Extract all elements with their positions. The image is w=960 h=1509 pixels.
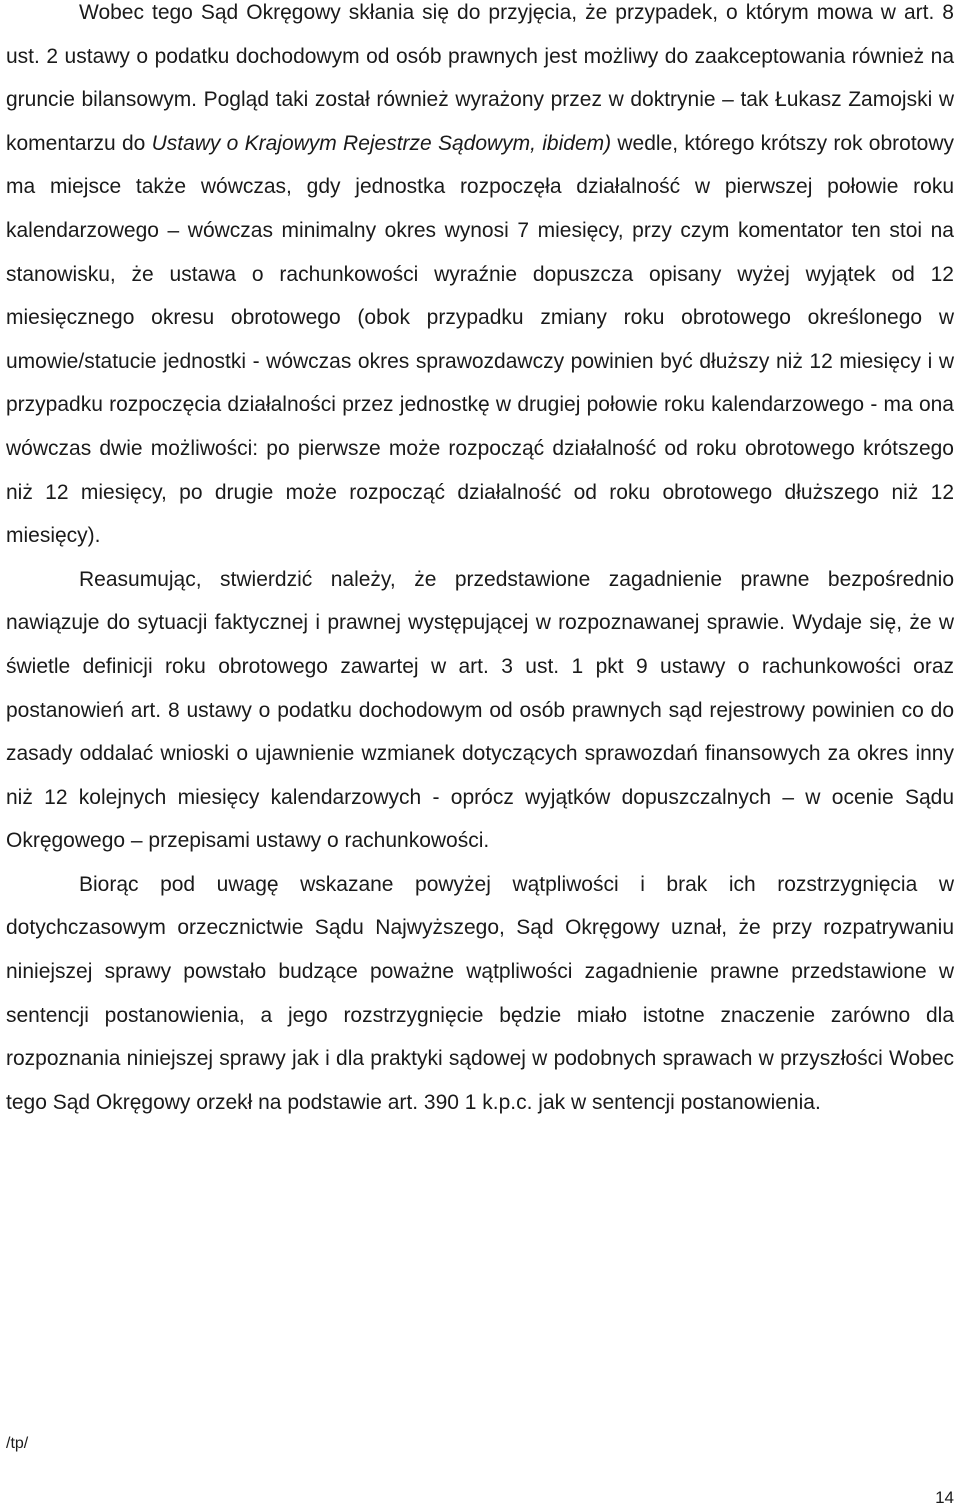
paragraph-1	[6, 0, 954, 558]
paragraph-1-text-a: Wobec tego Sąd Okręgowy skłania się do przyjęcia, że przypadek, o którym mowa w art. 8 ust. 2 ustawy o podatku dochodowym od osób prawnych jest możliwy do zaakceptowania również na gruncie bilansowym. Pogląd taki został również wyrażony przez w doktrynie – tak Łukasz Zamojski w komentarzu do	[6, 1, 954, 155]
footer-note: /tp/	[6, 1435, 29, 1452]
paragraph-1-text-b: wedle, którego krótszy rok obrotowy ma miejsce także wówczas, gdy jednostka rozpoczęła działalność w pierwszej połowie roku kalendarzowego – wówczas minimalny okres wynosi 7 miesięcy, przy czym komentator ten stoi na stanowisku, że ustawa o rachunkowości wyraźnie dopuszcza opisany wyżej wyjątek od 12 miesięcznego okresu obrotowego (obok przypadku zmiany roku obrotowego określonego w umowie/statucie jednostki - wówczas okres sprawozdawczy powinien być dłuższy niż 12 miesięcy i w przypadku rozpoczęcia działalności przez jednostkę w drugiej połowie roku kalendarzowego - ma ona wówczas dwie możliwości: po pierwsze może rozpocząć działalność od roku obrotowego krótszego niż 12 miesięcy, po drugie może rozpocząć działalność od roku obrotowego dłuższego niż 12 miesięcy).	[6, 131, 955, 548]
page-number: 14	[935, 1488, 954, 1507]
document-body	[6, 0, 954, 1124]
paragraph-3: Biorąc pod uwagę wskazane powyżej wątpliwości i brak ich rozstrzygnięcia w dotychczasowym orzecznictwie Sądu Najwyższego, Sąd Okręgowy uznał, że przy rozpatrywaniu niniejszej sprawy powstało budzące poważne wątpliwości zagadnienie prawne przedstawione w sentencji postanowienia, a jego rozstrzygnięcie będzie miało istotne znaczenie zarówno dla rozpoznania niniejszej sprawy jak i dla praktyki sądowej w podobnych sprawach w przyszłości Wobec tego Sąd Okręgowy orzekł na podstawie art. 390 1 k.p.c. jak w sentencji postanowienia.	[6, 872, 954, 1114]
paragraph-1-italic-title: Ustawy o Krajowym Rejestrze Sądowym, ibidem)	[151, 131, 612, 155]
paragraph-2: Reasumując, stwierdzić należy, że przedstawione zagadnienie prawne bezpośrednio nawiązuje do sytuacji faktycznej i prawnej występującej w rozpoznawanej sprawie. Wydaje się, że w świetle definicji roku obrotowego zawartej w art. 3 ust. 1 pkt 9 ustawy o rachunkowości oraz postanowień art. 8 ustawy o podatku dochodowym od osób prawnych sąd rejestrowy powinien co do zasady oddalać wnioski o ujawnienie wzmianek dotyczących sprawozdań finansowych za okres inny niż 12 kolejnych miesięcy kalendarzowych - oprócz wyjątków dopuszczalnych – w ocenie Sądu Okręgowego – przepisami ustawy o rachunkowości.	[6, 567, 954, 853]
